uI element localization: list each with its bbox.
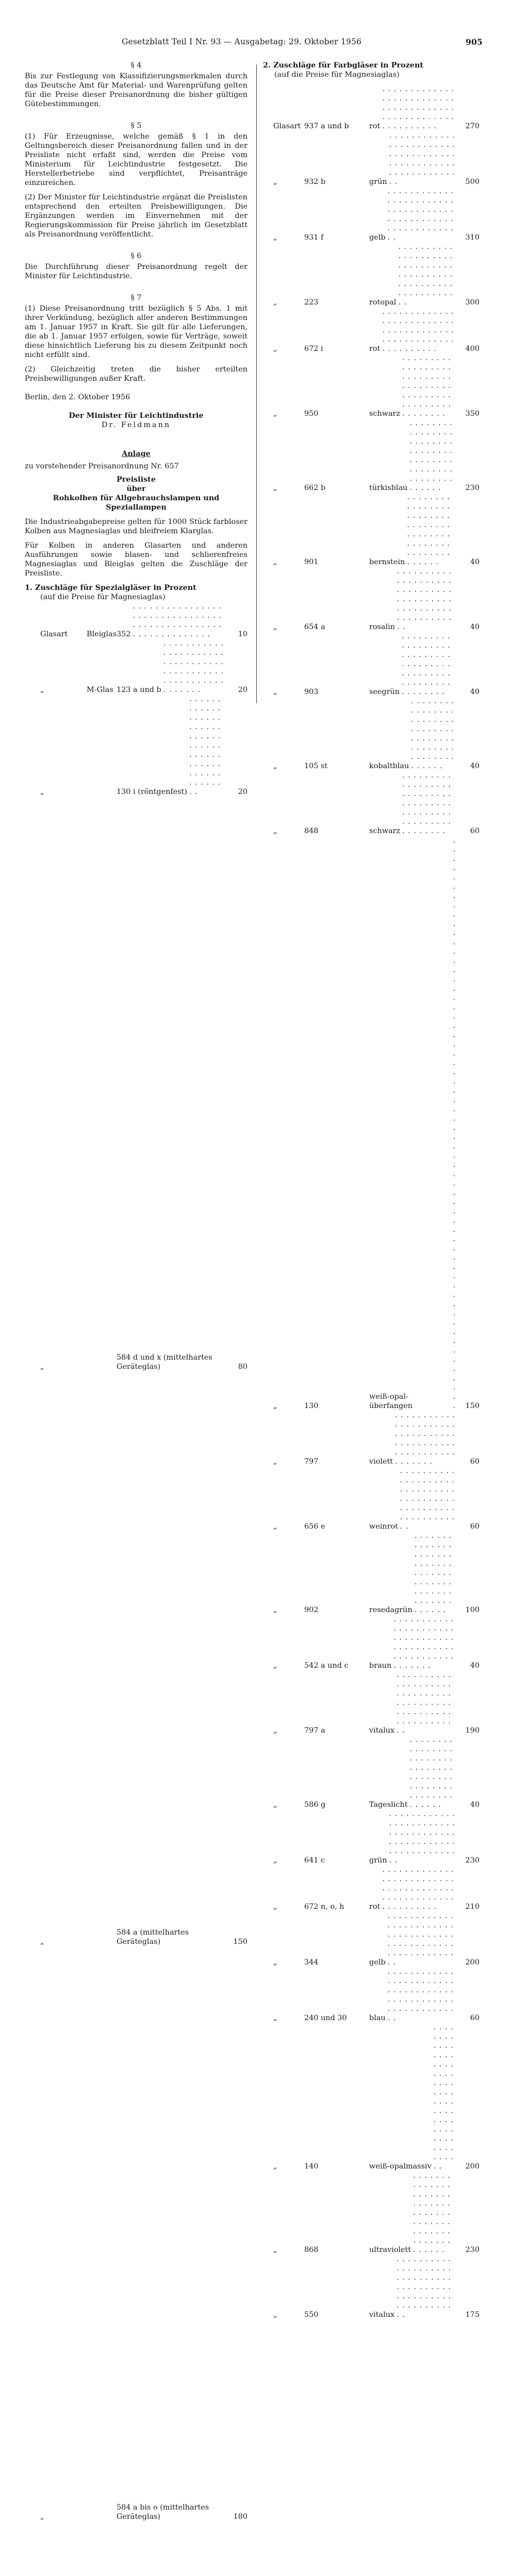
glass-color: schwarz (369, 410, 401, 418)
glass-type-label: „ (273, 410, 277, 418)
glass-type-label: „ (273, 827, 277, 835)
glass-color: türkisblau (369, 484, 408, 492)
glass-type-label: „ (273, 762, 277, 770)
section-1-subtitle: (auf die Preise für Magnesiaglas) (40, 593, 166, 601)
table-row (273, 242, 480, 307)
section-7-heading: § 7 (130, 294, 142, 302)
color-entry (369, 2319, 480, 2576)
section-5-paragraph-1: (1) Für Erzeugnisse, welche gemäß § 1 in den Geltungsbereich dieser Preisanordnung fallen und in der Preisliste nicht erfaßt sind, werden die Preise vom Ministerium für Leichtindustrie festgesetzt. Die Herstellerbetriebe sind verpflichtet, Preisanträge einzureichen. (25, 132, 248, 187)
leader-dots (400, 1466, 456, 1531)
color-entry (369, 1809, 480, 1865)
glass-entry (117, 1946, 248, 2521)
glass-type-label: „ (273, 688, 277, 696)
surcharge-value: 10 (238, 630, 248, 638)
table-row (273, 1531, 480, 1615)
glass-number: 662 b (304, 484, 326, 492)
table-row (40, 602, 248, 639)
table-row (273, 84, 480, 131)
pricelist-title: Preisliste (117, 475, 156, 484)
glass-type-label: „ (273, 1402, 277, 1410)
color-entry (369, 697, 480, 771)
table-row (40, 1946, 248, 2521)
color-entry (369, 84, 480, 131)
table-row (273, 353, 480, 418)
glass-color: braun (369, 1662, 392, 1670)
glass-number: 223 (304, 298, 319, 307)
glass-number: 641 c (304, 1856, 325, 1865)
table-row (273, 836, 480, 1411)
section-4-heading: § 4 (130, 61, 142, 70)
glass-type-label: „ (273, 298, 277, 307)
surcharge-value: 230 (465, 1856, 480, 1865)
glass-type-label: „ (273, 1856, 277, 1865)
glass-color: resedagrün (369, 1606, 412, 1614)
glass-type-label: „ (40, 1938, 44, 1946)
signer-title: Der Minister für Leichtindustrie (69, 411, 204, 420)
leader-dots (382, 1865, 456, 1911)
surcharge-value: 400 (465, 345, 480, 353)
leader-dots (415, 1531, 456, 1615)
glass-type-label: „ (273, 2246, 277, 2254)
glass-number: 105 st (304, 762, 328, 770)
table-row (273, 1735, 480, 1809)
color-entry (369, 1466, 480, 1531)
glass-number: 848 (304, 827, 319, 835)
section-2-heading: 2. Zuschläge für Farbgläser in Prozent (263, 61, 424, 70)
color-entry (369, 353, 480, 418)
color-entry (369, 493, 480, 567)
place-date: Berlin, den 2. Oktober 1956 (25, 393, 130, 401)
glass-number: 542 a und c (304, 1662, 349, 1670)
section-2-subtitle: (auf die Preise für Magnesiaglas) (274, 71, 400, 79)
glass-type-label: „ (273, 1801, 277, 1809)
color-entry (369, 2171, 480, 2255)
color-entry (369, 1531, 480, 1615)
glass-type-label: „ (273, 1903, 277, 1911)
page-number: 905 (466, 37, 483, 47)
table-row (273, 2023, 480, 2171)
glass-entry (117, 639, 248, 694)
glass-color: rotopal (369, 298, 397, 307)
glass-color: weiß-opalmassiv (369, 2162, 432, 2171)
table-row (273, 2171, 480, 2255)
leader-dots (163, 639, 224, 694)
color-entry (369, 567, 480, 632)
glass-number: 656 e (304, 1522, 325, 1531)
surcharge-value: 310 (465, 233, 480, 242)
table-row (40, 1371, 248, 1946)
surcharge-value: 60 (470, 827, 480, 835)
glass-number: 932 b (304, 178, 326, 186)
surcharge-value: 300 (465, 298, 480, 307)
leader-dots (388, 187, 456, 242)
color-entry (369, 2023, 480, 2171)
leader-dots (402, 632, 456, 697)
section-4-text: Bis zur Festlegung von Klassifizierungsmerkmalen durch das Deutsche Amt für Material- und Warenprüfung gelten für die Preise dieser Preisanordnung die bisher gültigen Gütebestimmungen. (25, 72, 248, 108)
glass-color: seegrün (369, 688, 400, 696)
glass-color: schwarz (369, 827, 401, 835)
surcharge-value: 20 (238, 686, 248, 694)
glass-type-label: „ (273, 2162, 277, 2171)
surcharge-value: 150 (233, 1938, 248, 1946)
color-entry (369, 1865, 480, 1911)
glass-entry (117, 2521, 248, 2576)
surcharge-value: 40 (470, 1662, 480, 1670)
glass-description: 123 a und b (117, 686, 161, 694)
surcharge-value: 60 (470, 1522, 480, 1531)
table-row (40, 639, 248, 694)
surcharge-value: 80 (238, 1363, 248, 1371)
glass-number: 586 g (304, 1801, 326, 1809)
pricelist-title-subject: Rohkolben für Allgebrauchslampen und Speziallampen (53, 494, 220, 512)
surcharge-value: 40 (470, 688, 480, 696)
surcharge-value: 180 (233, 2513, 248, 2521)
table-row (273, 697, 480, 771)
table-row (273, 187, 480, 242)
table-row (273, 1911, 480, 1967)
glass-color: rot (369, 1903, 381, 1911)
glass-type-label: Glasart (40, 630, 68, 638)
table-row (273, 1615, 480, 1670)
glass-entry (117, 1371, 248, 1946)
color-entry (369, 1911, 480, 1967)
glass-type-label: „ (273, 178, 277, 186)
glass-color: rot (369, 345, 381, 353)
glass-number: 937 a und b (304, 122, 349, 130)
glass-type-label: „ (273, 1522, 277, 1531)
leader-dots (189, 694, 224, 796)
glass-type-label: „ (273, 1726, 277, 1735)
anlage-subtitle: zu vorstehender Preisanordnung Nr. 657 (25, 462, 179, 470)
leader-dots (411, 697, 456, 771)
table-row (273, 2319, 480, 2576)
table-row (273, 771, 480, 836)
color-entry (369, 187, 480, 242)
surcharge-value: 350 (465, 410, 480, 418)
surcharge-value: 270 (465, 122, 480, 130)
color-entry (369, 1615, 480, 1670)
glass-color: weiß-opal-überfangen (369, 1393, 413, 1410)
leader-dots (397, 2255, 456, 2319)
glass-color: gelb (369, 233, 386, 242)
section-1-heading: 1. Zuschläge für Spezialgläser in Prozent (25, 583, 196, 592)
color-entry (369, 632, 480, 697)
glass-type-label: „ (40, 788, 44, 796)
glass-number: 344 (304, 1958, 319, 1967)
glass-color: kobaltblau (369, 762, 409, 770)
glass-entry (117, 694, 248, 796)
glass-number: 797 (304, 1458, 319, 1466)
leader-dots (393, 1615, 456, 1670)
glass-color: vitalux (369, 1726, 395, 1735)
glass-color: bernstein (369, 558, 405, 566)
leader-dots (398, 242, 456, 307)
leader-dots (382, 84, 456, 131)
surcharge-value: 40 (470, 558, 480, 566)
glass-number: 140 (304, 2162, 319, 2171)
glass-color: ultraviolett (369, 2246, 411, 2254)
column-divider (256, 64, 257, 703)
surcharge-value: 150 (465, 1402, 480, 1410)
leader-dots (402, 771, 456, 836)
color-entry (369, 1411, 480, 1466)
color-entry (369, 307, 480, 353)
surcharge-value: 230 (465, 484, 480, 492)
glass-type-label: „ (273, 1958, 277, 1967)
surcharge-value: 200 (465, 2162, 480, 2171)
glass-number: 240 und 30 (304, 2014, 347, 2022)
leader-dots (410, 1735, 456, 1809)
glass-number: 931 f (304, 233, 324, 242)
glass-number: 130 (304, 1402, 319, 1410)
section-5-heading: § 5 (130, 122, 142, 130)
pricelist-intro-1: Die Industrieabgabepreise gelten für 1000 Stück farbloser Kolben aus Magnesiaglas und bleifreiem Klarglas. (25, 518, 248, 535)
glass-color: rosalin (369, 623, 395, 631)
glass-group: M-Glas (87, 686, 113, 694)
color-entry (369, 1967, 480, 2023)
glass-color: Tageslicht (369, 1801, 408, 1809)
table-row (40, 2521, 248, 2576)
section-7-paragraph-1: (1) Diese Preisanordnung tritt bezüglich § 5 Abs. 1 mit ihrer Verkündung, bezüglich aller anderen Bestimmungen am 1. Januar 1957 in Kraft. Sie gilt für alle Lieferungen, die ab 1. Januar 1957 erfolgen, sowie für Verträge, soweit diese hinsichtlich Lieferung bis zu diesem Zeitpunkt noch nicht erfüllt sind. (25, 304, 248, 359)
leader-dots (413, 2171, 456, 2255)
section-7-paragraph-2: (2) Gleichzeitig treten die bisher erteilten Preisbewilligungen außer Kraft. (25, 365, 248, 383)
glass-number: 550 (304, 2311, 319, 2319)
glass-type-label: „ (273, 2311, 277, 2319)
color-entry (369, 1670, 480, 1735)
glass-type-label: „ (40, 686, 44, 694)
table-row (273, 567, 480, 632)
signer-name: Dr. Feldmann (101, 421, 171, 429)
glass-color: grün (369, 1856, 387, 1865)
surcharge-value: 40 (470, 762, 480, 770)
table-row (273, 1967, 480, 2023)
glass-number: 901 (304, 558, 319, 566)
table-row (273, 307, 480, 353)
leader-dots (389, 1809, 456, 1865)
glass-type-label: „ (273, 345, 277, 353)
left-column (25, 61, 248, 2576)
leader-dots (133, 602, 224, 639)
leader-dots (453, 836, 456, 1411)
glass-description: 130 i (röntgenfest) (117, 788, 188, 796)
pricelist-intro-2: Für Kolben in anderen Glasarten und anderen Ausführungen sowie blasen- und schlierenfreies Magnesiaglas und Bleiglas gelten die Zuschläge der Preisliste. (25, 541, 248, 578)
glass-description: 584 a bis o (mittelhartes Geräteglas) (117, 2503, 209, 2521)
glass-description: 584 d und x (mittelhartes Geräteglas) (117, 1353, 212, 1371)
surcharge-value: 40 (470, 623, 480, 631)
table-row (273, 418, 480, 493)
glass-color: vitalux (369, 2311, 395, 2319)
surcharge-value: 190 (465, 1726, 480, 1735)
anlage-heading: Anlage (122, 449, 151, 458)
glass-type-label: „ (40, 1363, 44, 1371)
surcharge-value: 230 (465, 2246, 480, 2254)
glass-type-label: „ (273, 484, 277, 492)
glass-entry (117, 796, 248, 1371)
glass-number: 903 (304, 688, 319, 696)
glass-type-label: „ (273, 623, 277, 631)
glass-number: 672 i (304, 345, 323, 353)
glass-number: 950 (304, 410, 319, 418)
table-row (273, 1865, 480, 1911)
leader-dots (397, 1670, 456, 1735)
color-entry (369, 771, 480, 836)
surcharge-value: 200 (465, 1958, 480, 1967)
glass-type-label: „ (273, 2014, 277, 2022)
color-entry (369, 418, 480, 493)
leader-dots (388, 1911, 456, 1967)
surcharge-value: 20 (238, 788, 248, 796)
special-glass-table (25, 602, 248, 2576)
glass-color: grün (369, 178, 387, 186)
glass-type-label: „ (273, 233, 277, 242)
surcharge-value: 40 (470, 1801, 480, 1809)
color-entry (369, 2255, 480, 2319)
glass-type-label: Glasart (273, 122, 301, 130)
section-5-paragraph-2: (2) Der Minister für Leichtindustrie ergänzt die Preislisten entsprechend den erteilten Preisbewilligungen. Die Ergänzungen werden im Einvernehmen mit der Regierungskommission für Preise jährlich im Gesetzblatt als Preisanordnung veröffentlicht. (25, 193, 248, 239)
glass-number: 672 n, o, h (304, 1903, 344, 1911)
glass-color: blau (369, 2014, 386, 2022)
glass-description: 352 (117, 630, 131, 638)
glass-type-label: „ (40, 2513, 44, 2521)
table-row (273, 2255, 480, 2319)
color-entry (369, 242, 480, 307)
glass-color: weinrot (369, 1522, 399, 1531)
color-entry (369, 131, 480, 187)
table-row (273, 632, 480, 697)
glass-type-label: „ (273, 1458, 277, 1466)
leader-dots (402, 353, 456, 418)
right-column (263, 61, 480, 2576)
color-entry (369, 836, 480, 1411)
leader-dots (388, 1967, 456, 2023)
leader-dots (382, 307, 456, 353)
surcharge-value: 210 (465, 1903, 480, 1911)
section-6-heading: § 6 (130, 252, 142, 260)
table-row (273, 131, 480, 187)
glass-number: 797 a (304, 1726, 325, 1735)
glass-number: 868 (304, 2246, 319, 2254)
leader-dots (397, 567, 456, 632)
glass-type-label: „ (273, 558, 277, 566)
surcharge-value: 175 (465, 2311, 480, 2319)
leader-dots (407, 493, 456, 567)
surcharge-value: 60 (470, 2014, 480, 2022)
glass-type-label: „ (273, 1606, 277, 1614)
table-row (273, 1411, 480, 1466)
leader-dots (434, 2023, 456, 2171)
leader-dots (395, 1411, 456, 1466)
table-row (273, 493, 480, 567)
glass-description: 584 a (mittelhartes Geräteglas) (117, 1928, 189, 1946)
glass-color: rot (369, 122, 381, 130)
glass-number: 902 (304, 1606, 319, 1614)
pricelist-title-about: über (126, 484, 146, 493)
section-6-text: Die Durchführung dieser Preisanordnung regelt der Minister für Leichtindustrie. (25, 263, 248, 280)
surcharge-value: 100 (465, 1606, 480, 1614)
table-row (273, 1670, 480, 1735)
running-title: Gesetzblatt Teil I Nr. 93 — Ausgabetag: 29. Oktober 1956 (122, 37, 362, 46)
table-row (40, 694, 248, 796)
table-row (273, 1466, 480, 1531)
leader-dots (389, 131, 456, 187)
glass-number: 654 a (304, 623, 325, 631)
surcharge-value: 60 (470, 1458, 480, 1466)
color-entry (369, 1735, 480, 1809)
glass-color: gelb (369, 1958, 386, 1967)
leader-dots (409, 418, 456, 493)
glass-color: violett (369, 1458, 393, 1466)
surcharge-value: 500 (465, 178, 480, 186)
glass-entry (117, 602, 248, 639)
color-glass-table (263, 84, 480, 2576)
table-row (40, 796, 248, 1371)
running-header (122, 37, 483, 49)
table-row (273, 1809, 480, 1865)
glass-group: Bleiglas (87, 630, 117, 638)
glass-type-label: „ (273, 1662, 277, 1670)
